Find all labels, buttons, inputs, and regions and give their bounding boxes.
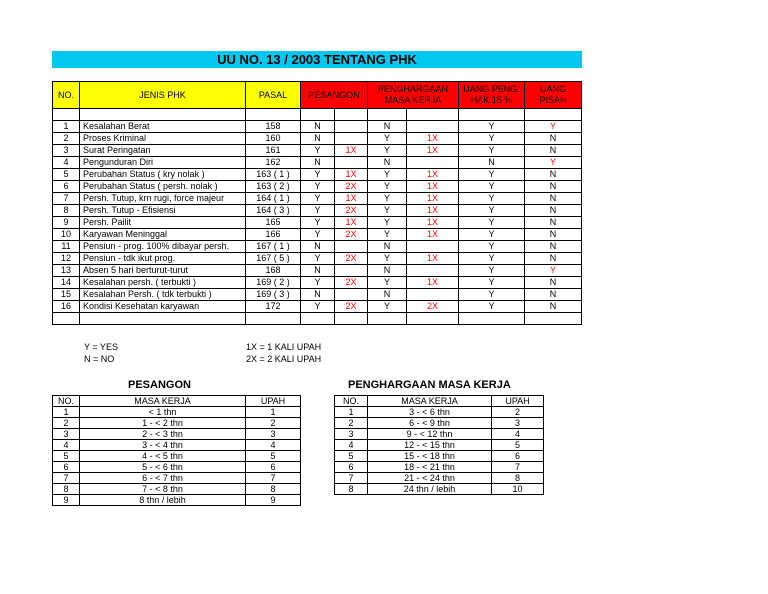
header-uang-pisah [525, 82, 582, 109]
cell-pesangon: Y [301, 193, 335, 205]
penghargaan-header-masa-kerja: MASA KERJA [368, 396, 492, 407]
cell-uang-pisah: N [525, 133, 582, 145]
cell-pesangon: N [301, 121, 335, 133]
table-row [53, 133, 582, 145]
cell-uang-pisah: N [525, 301, 582, 313]
cell-uang-peng: Y [459, 181, 525, 193]
cell-pesangon: Y [301, 217, 335, 229]
cell-uang-peng: Y [459, 229, 525, 241]
pesangon-cell-no: 2 [53, 418, 80, 429]
cell-uang-peng: Y [459, 253, 525, 265]
cell-pesangon: N [301, 157, 335, 169]
table-row [53, 157, 582, 169]
table-row [53, 169, 582, 181]
pesangon-row [53, 440, 301, 451]
blank-cell [80, 313, 246, 325]
legend-multiplier [246, 341, 321, 365]
penghargaan-cell-upah: 3 [492, 418, 544, 429]
cell-penghargaan-multiplier [407, 121, 459, 133]
cell-penghargaan-multiplier: 2X [407, 301, 459, 313]
table-row [53, 229, 582, 241]
header-penghargaan-line2: MASA KERJA [384, 95, 442, 105]
pesangon-cell-upah: 1 [246, 407, 301, 418]
penghargaan-cell-no: 3 [335, 429, 368, 440]
cell-pesangon: Y [301, 229, 335, 241]
cell-penghargaan-multiplier [407, 265, 459, 277]
penghargaan-cell-no: 1 [335, 407, 368, 418]
cell-uang-peng: Y [459, 193, 525, 205]
cell-no: 10 [53, 229, 80, 241]
pesangon-cell-upah: 8 [246, 484, 301, 495]
cell-no: 6 [53, 181, 80, 193]
pesangon-cell-masa-kerja: 1 - < 2 thn [80, 418, 246, 429]
blank-cell [525, 109, 582, 121]
cell-penghargaan: Y [368, 169, 407, 181]
header-uang-pisah-line2: PISAH [539, 95, 567, 105]
cell-jenis-phk: Karyawan Meninggal [80, 229, 246, 241]
cell-penghargaan: Y [368, 229, 407, 241]
pesangon-table [52, 395, 301, 506]
penghargaan-table [334, 395, 544, 495]
penghargaan-cell-no: 4 [335, 440, 368, 451]
cell-no: 7 [53, 193, 80, 205]
cell-penghargaan: N [368, 289, 407, 301]
blank-cell [459, 313, 525, 325]
cell-pesangon-multiplier: 2X [335, 301, 368, 313]
cell-jenis-phk: Persh. Pailit [80, 217, 246, 229]
table-row [53, 253, 582, 265]
pesangon-cell-masa-kerja: 5 - < 6 thn [80, 462, 246, 473]
cell-no: 11 [53, 241, 80, 253]
penghargaan-cell-masa-kerja: 12 - < 15 thn [368, 440, 492, 451]
pesangon-cell-upah: 2 [246, 418, 301, 429]
cell-pesangon: N [301, 241, 335, 253]
penghargaan-cell-masa-kerja: 24 thn / lebih [368, 484, 492, 495]
cell-uang-peng: Y [459, 217, 525, 229]
cell-pasal: 162 [246, 157, 301, 169]
pesangon-title: PESANGON [128, 379, 191, 391]
penghargaan-row [335, 407, 544, 418]
header-jenis-phk: JENIS PHK [80, 82, 246, 109]
pesangon-row [53, 451, 301, 462]
table-row [53, 181, 582, 193]
pesangon-row [53, 473, 301, 484]
cell-pasal: 163 ( 2 ) [246, 181, 301, 193]
cell-pasal: 172 [246, 301, 301, 313]
cell-pasal: 163 ( 1 ) [246, 169, 301, 181]
cell-pesangon: Y [301, 145, 335, 157]
table-row [53, 193, 582, 205]
cell-pesangon-multiplier: 1X [335, 145, 368, 157]
pesangon-cell-no: 8 [53, 484, 80, 495]
cell-jenis-phk: Kesalahan Persh. ( tdk terbukti ) [80, 289, 246, 301]
cell-pesangon-multiplier [335, 157, 368, 169]
cell-pasal: 167 ( 1 ) [246, 241, 301, 253]
cell-penghargaan: Y [368, 277, 407, 289]
cell-uang-peng: N [459, 157, 525, 169]
blank-cell [368, 313, 407, 325]
table-row [53, 121, 582, 133]
cell-penghargaan: N [368, 265, 407, 277]
blank-cell [53, 109, 80, 121]
cell-uang-pisah: N [525, 229, 582, 241]
cell-penghargaan: N [368, 157, 407, 169]
cell-uang-peng: Y [459, 169, 525, 181]
cell-pasal: 166 [246, 229, 301, 241]
blank-cell [368, 109, 407, 121]
cell-penghargaan: Y [368, 181, 407, 193]
cell-penghargaan: Y [368, 133, 407, 145]
pesangon-cell-no: 1 [53, 407, 80, 418]
legend-yes-no [84, 341, 118, 365]
penghargaan-cell-masa-kerja: 15 - < 18 thn [368, 451, 492, 462]
pesangon-cell-no: 5 [53, 451, 80, 462]
cell-penghargaan-multiplier: 1X [407, 217, 459, 229]
cell-pesangon-multiplier: 2X [335, 181, 368, 193]
cell-uang-pisah: N [525, 169, 582, 181]
cell-pasal: 169 ( 2 ) [246, 277, 301, 289]
cell-pesangon: Y [301, 253, 335, 265]
penghargaan-cell-masa-kerja: 21 - < 24 thn [368, 473, 492, 484]
cell-uang-pisah: N [525, 205, 582, 217]
blank-cell [301, 313, 335, 325]
cell-uang-pisah: N [525, 217, 582, 229]
cell-penghargaan: Y [368, 301, 407, 313]
cell-no: 16 [53, 301, 80, 313]
blank-cell [246, 109, 301, 121]
cell-pasal: 158 [246, 121, 301, 133]
cell-uang-pisah: N [525, 277, 582, 289]
cell-penghargaan-multiplier: 1X [407, 145, 459, 157]
pesangon-row [53, 462, 301, 473]
cell-pesangon: Y [301, 205, 335, 217]
pesangon-row [53, 429, 301, 440]
blank-cell [407, 313, 459, 325]
penghargaan-cell-upah: 6 [492, 451, 544, 462]
cell-uang-pisah: N [525, 289, 582, 301]
penghargaan-cell-masa-kerja: 9 - < 12 thn [368, 429, 492, 440]
cell-penghargaan-multiplier: 1X [407, 229, 459, 241]
cell-uang-pisah: Y [525, 157, 582, 169]
cell-pesangon-multiplier [335, 121, 368, 133]
table-blank-row [53, 109, 582, 121]
cell-no: 4 [53, 157, 80, 169]
pesangon-cell-upah: 6 [246, 462, 301, 473]
cell-penghargaan-multiplier: 1X [407, 277, 459, 289]
header-uang-pisah-line1: UANG [539, 84, 566, 94]
cell-pesangon: Y [301, 301, 335, 313]
table-row [53, 205, 582, 217]
cell-no: 3 [53, 145, 80, 157]
pesangon-row [53, 495, 301, 506]
cell-pasal: 164 ( 3 ) [246, 205, 301, 217]
cell-no: 9 [53, 217, 80, 229]
cell-uang-peng: Y [459, 241, 525, 253]
penghargaan-cell-no: 8 [335, 484, 368, 495]
cell-jenis-phk: Perubahan Status ( persh. nolak ) [80, 181, 246, 193]
pesangon-cell-masa-kerja: 7 - < 8 thn [80, 484, 246, 495]
cell-pasal: 160 [246, 133, 301, 145]
table-row [53, 145, 582, 157]
pesangon-cell-no: 9 [53, 495, 80, 506]
table-row [53, 277, 582, 289]
pesangon-row [53, 484, 301, 495]
pesangon-cell-no: 7 [53, 473, 80, 484]
cell-pesangon: Y [301, 169, 335, 181]
penghargaan-cell-masa-kerja: 18 - < 21 thn [368, 462, 492, 473]
penghargaan-row [335, 473, 544, 484]
header-no: NO. [53, 82, 80, 109]
table-row [53, 289, 582, 301]
cell-jenis-phk: Kondisi Kesehatan karyawan [80, 301, 246, 313]
table-row [53, 265, 582, 277]
cell-uang-peng: Y [459, 205, 525, 217]
cell-pesangon-multiplier: 2X [335, 205, 368, 217]
pesangon-header-row [53, 396, 301, 407]
penghargaan-cell-upah: 10 [492, 484, 544, 495]
pesangon-cell-masa-kerja: 3 - < 4 thn [80, 440, 246, 451]
cell-pesangon-multiplier: 1X [335, 169, 368, 181]
legend-yes: Y = YES [84, 342, 118, 352]
cell-penghargaan-multiplier: 1X [407, 253, 459, 265]
penghargaan-cell-upah: 4 [492, 429, 544, 440]
pesangon-cell-masa-kerja: < 1 thn [80, 407, 246, 418]
cell-penghargaan-multiplier: 1X [407, 169, 459, 181]
cell-uang-pisah: N [525, 193, 582, 205]
cell-pesangon-multiplier [335, 241, 368, 253]
header-uang-peng-line1: UANG PENG. [463, 84, 520, 94]
cell-jenis-phk: Kesalahan Berat [80, 121, 246, 133]
cell-jenis-phk: Absen 5 hari berturut-turut [80, 265, 246, 277]
cell-uang-peng: Y [459, 121, 525, 133]
pesangon-row [53, 418, 301, 429]
penghargaan-cell-no: 6 [335, 462, 368, 473]
legend-no: N = NO [84, 354, 115, 364]
cell-pesangon-multiplier: 1X [335, 193, 368, 205]
blank-cell [80, 109, 246, 121]
cell-penghargaan: Y [368, 217, 407, 229]
cell-penghargaan-multiplier: 1X [407, 181, 459, 193]
cell-pasal: 169 ( 3 ) [246, 289, 301, 301]
penghargaan-cell-masa-kerja: 3 - < 6 thn [368, 407, 492, 418]
pesangon-header-no: NO. [53, 396, 80, 407]
pesangon-header-masa-kerja: MASA KERJA [80, 396, 246, 407]
penghargaan-cell-upah: 5 [492, 440, 544, 451]
blank-cell [335, 313, 368, 325]
cell-uang-peng: Y [459, 289, 525, 301]
cell-uang-peng: Y [459, 265, 525, 277]
header-uang-peng [459, 82, 525, 109]
pesangon-cell-masa-kerja: 6 - < 7 thn [80, 473, 246, 484]
cell-jenis-phk: Persh. Tutup, krn rugi, force majeur [80, 193, 246, 205]
cell-jenis-phk: Pengunduran Diri [80, 157, 246, 169]
penghargaan-header-no: NO. [335, 396, 368, 407]
page-title: UU NO. 13 / 2003 TENTANG PHK [52, 51, 582, 68]
penghargaan-header-upah: UPAH [492, 396, 544, 407]
cell-uang-peng: Y [459, 277, 525, 289]
cell-pesangon-multiplier [335, 289, 368, 301]
cell-jenis-phk: Perubahan Status ( kry nolak ) [80, 169, 246, 181]
penghargaan-header-row [335, 396, 544, 407]
penghargaan-cell-no: 7 [335, 473, 368, 484]
penghargaan-cell-no: 2 [335, 418, 368, 429]
pesangon-cell-upah: 4 [246, 440, 301, 451]
cell-penghargaan: N [368, 121, 407, 133]
pesangon-cell-upah: 9 [246, 495, 301, 506]
blank-cell [459, 109, 525, 121]
header-pesangon: PESANGON [301, 82, 368, 109]
penghargaan-row [335, 451, 544, 462]
legend-1x: 1X = 1 KALI UPAH [246, 342, 322, 352]
pesangon-row [53, 407, 301, 418]
cell-penghargaan-multiplier: 1X [407, 193, 459, 205]
cell-pasal: 161 [246, 145, 301, 157]
cell-pesangon: N [301, 133, 335, 145]
table-row [53, 301, 582, 313]
blank-cell [525, 313, 582, 325]
cell-penghargaan-multiplier [407, 157, 459, 169]
cell-no: 12 [53, 253, 80, 265]
cell-jenis-phk: Persh. Tutup - Efisiensi [80, 205, 246, 217]
penghargaan-row [335, 462, 544, 473]
blank-cell [301, 109, 335, 121]
table-row [53, 217, 582, 229]
penghargaan-row [335, 440, 544, 451]
cell-penghargaan-multiplier: 1X [407, 205, 459, 217]
header-penghargaan-line1: PENGHARGAAN [377, 84, 448, 94]
cell-jenis-phk: Surat Peringatan [80, 145, 246, 157]
cell-pesangon: Y [301, 277, 335, 289]
pesangon-cell-masa-kerja: 2 - < 3 thn [80, 429, 246, 440]
blank-cell [407, 109, 459, 121]
phk-table [52, 81, 582, 325]
cell-penghargaan: Y [368, 253, 407, 265]
cell-pesangon: N [301, 289, 335, 301]
penghargaan-cell-upah: 7 [492, 462, 544, 473]
header-pasal: PASAL [246, 82, 301, 109]
penghargaan-title: PENGHARGAAN MASA KERJA [348, 379, 511, 391]
cell-jenis-phk: Proses Kriminal [80, 133, 246, 145]
cell-uang-peng: Y [459, 301, 525, 313]
cell-penghargaan-multiplier [407, 241, 459, 253]
cell-pasal: 164 ( 1 ) [246, 193, 301, 205]
cell-no: 2 [53, 133, 80, 145]
cell-no: 14 [53, 277, 80, 289]
cell-penghargaan: Y [368, 205, 407, 217]
cell-penghargaan: Y [368, 145, 407, 157]
pesangon-cell-upah: 7 [246, 473, 301, 484]
cell-pesangon-multiplier: 2X [335, 253, 368, 265]
pesangon-cell-no: 6 [53, 462, 80, 473]
cell-uang-pisah: N [525, 241, 582, 253]
cell-pasal: 165 [246, 217, 301, 229]
cell-penghargaan: Y [368, 193, 407, 205]
pesangon-cell-masa-kerja: 8 thn / lebih [80, 495, 246, 506]
cell-uang-pisah: N [525, 181, 582, 193]
penghargaan-cell-no: 5 [335, 451, 368, 462]
cell-jenis-phk: Pensiun - prog. 100% dibayar persh. [80, 241, 246, 253]
pesangon-cell-masa-kerja: 4 - < 5 thn [80, 451, 246, 462]
cell-uang-pisah: N [525, 145, 582, 157]
blank-cell [335, 109, 368, 121]
pesangon-cell-upah: 5 [246, 451, 301, 462]
penghargaan-cell-upah: 8 [492, 473, 544, 484]
penghargaan-cell-upah: 2 [492, 407, 544, 418]
cell-penghargaan-multiplier: 1X [407, 133, 459, 145]
cell-pesangon-multiplier: 1X [335, 217, 368, 229]
cell-uang-peng: Y [459, 133, 525, 145]
penghargaan-row [335, 418, 544, 429]
table-header-row [53, 82, 582, 109]
cell-no: 13 [53, 265, 80, 277]
cell-pesangon: N [301, 265, 335, 277]
header-penghargaan [368, 82, 459, 109]
cell-uang-pisah: Y [525, 265, 582, 277]
table-row [53, 241, 582, 253]
cell-jenis-phk: Pensiun - tdk ikut prog. [80, 253, 246, 265]
blank-cell [53, 313, 80, 325]
cell-no: 15 [53, 289, 80, 301]
penghargaan-cell-masa-kerja: 6 - < 9 thn [368, 418, 492, 429]
cell-uang-peng: Y [459, 145, 525, 157]
blank-cell [246, 313, 301, 325]
penghargaan-row [335, 484, 544, 495]
cell-pesangon-multiplier: 2X [335, 229, 368, 241]
pesangon-cell-no: 3 [53, 429, 80, 440]
cell-pesangon-multiplier [335, 133, 368, 145]
cell-pasal: 168 [246, 265, 301, 277]
cell-pesangon-multiplier [335, 265, 368, 277]
cell-penghargaan: N [368, 241, 407, 253]
cell-pesangon-multiplier: 2X [335, 277, 368, 289]
cell-uang-pisah: Y [525, 121, 582, 133]
pesangon-cell-no: 4 [53, 440, 80, 451]
legend-2x: 2X = 2 KALI UPAH [246, 354, 322, 364]
cell-pesangon: Y [301, 181, 335, 193]
cell-jenis-phk: Kesalahan persh. ( terbukti ) [80, 277, 246, 289]
table-blank-row [53, 313, 582, 325]
pesangon-header-upah: UPAH [246, 396, 301, 407]
penghargaan-row [335, 429, 544, 440]
cell-no: 5 [53, 169, 80, 181]
pesangon-cell-upah: 3 [246, 429, 301, 440]
header-uang-peng-line2: HAK 15 % [470, 95, 513, 105]
cell-uang-pisah: N [525, 253, 582, 265]
cell-no: 8 [53, 205, 80, 217]
cell-penghargaan-multiplier [407, 289, 459, 301]
cell-no: 1 [53, 121, 80, 133]
cell-pasal: 167 ( 5 ) [246, 253, 301, 265]
